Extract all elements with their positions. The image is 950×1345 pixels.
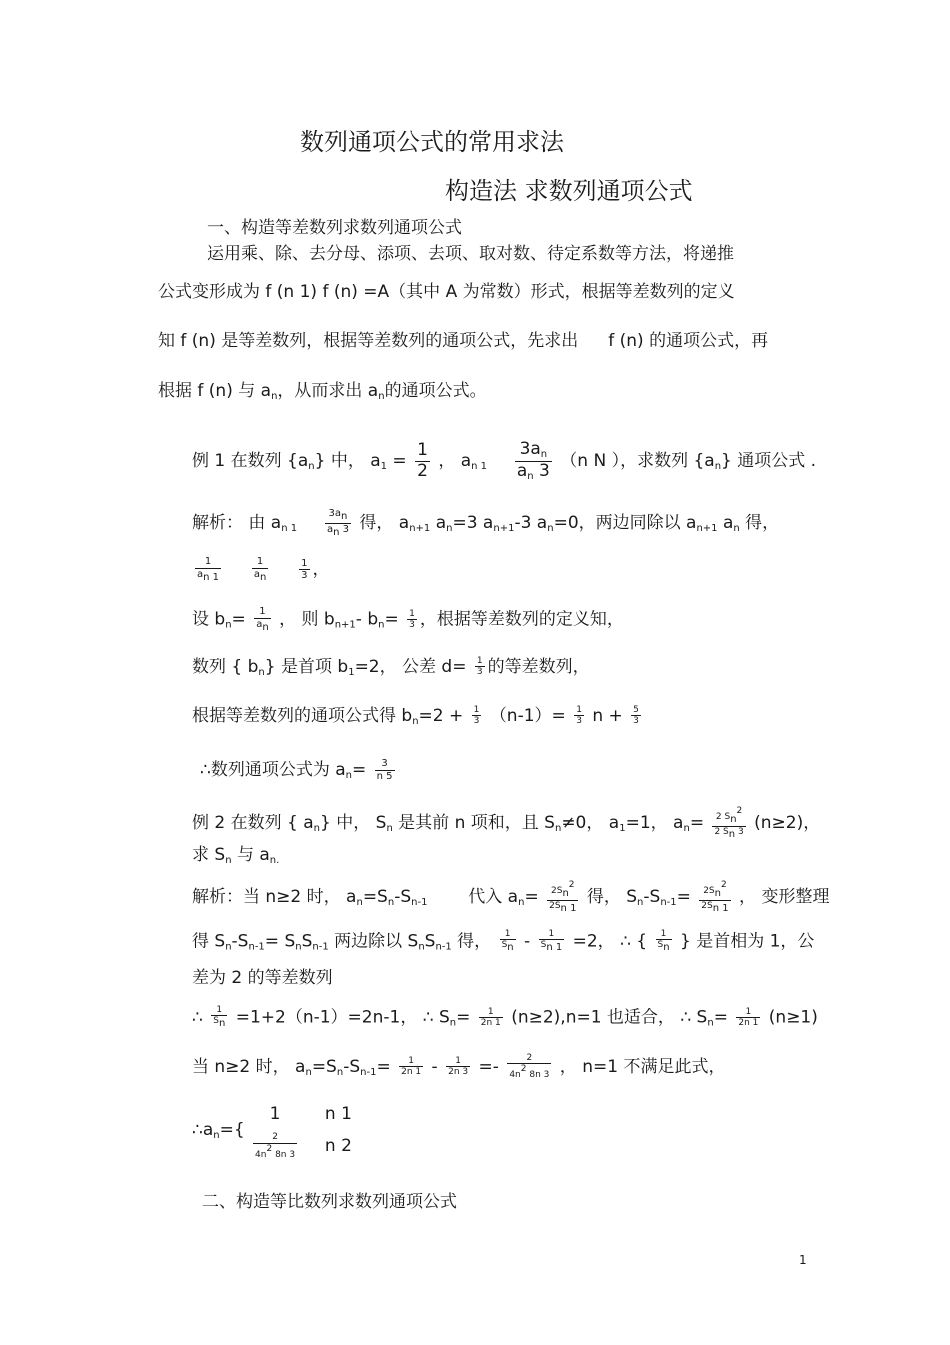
- section2-heading: 二、构造等比数列求数列通项公式: [202, 1192, 457, 1212]
- example2-solution-line3: 差为 2 的等差数列: [192, 968, 333, 988]
- section1-paragraph-line4: 根据 f (n) 与 $a_n$，从而求出 $a_n$的通项公式。: [158, 381, 487, 402]
- example1-solution-line4: 数列 { $b_n$} 是首项 $b_1=2$， 公差 d= $\frac{1}{3}$ 的等差数列，: [192, 656, 590, 678]
- example1-solution-line3: 设 $b_n=$ $\frac{1}{an}$ ， 则 $b_{n+1}-$ $b_n=$ $\frac{1}{3}$ ，根据等差数列的定义知，: [192, 606, 624, 633]
- section1-paragraph-line1: 运用乘、除、去分母、添项、去项、取对数、待定系数等方法，将递推: [207, 244, 734, 264]
- piecewise-conditions: n 1 n 2: [324, 1104, 352, 1156]
- fraction-1-over-2n1-b: $\frac{1}{2n 1}$: [738, 1006, 759, 1028]
- example2-question-line2: 求 $S_n$ 与 $a_{n.}$: [192, 845, 280, 866]
- fraction-3-over-n5: $\frac{3}{n 5}$: [376, 758, 393, 782]
- fraction-one-half: $\frac{1}{2}$: [417, 439, 428, 481]
- fraction-one-third-e: $\frac{1}{3}$: [576, 705, 582, 727]
- piecewise-values: 1 $\frac{2}{4n2 8n 3}$: [255, 1104, 296, 1160]
- example1-solution-line1: 解析： 由 $a_{n 1}$ $\frac{3an}{an 3}$ 得， $a_{n+1}$ $a_n=3$ $a_{n+1}-3$ $a_n=0$，两边同除以 $a_{n+1}$ $a_n$ 得，: [192, 508, 780, 538]
- example1-solution-line5: 根据等差数列的通项公式得 $b_n=2$ + $\frac{1}{3}$ （n-1）= $\frac{1}{3}$ n + $\frac{5}{3}$: [192, 705, 639, 727]
- fraction-1-over-sn: $\frac{1}{Sn}$: [501, 929, 514, 954]
- fraction-one-third-d: $\frac{1}{3}$: [473, 705, 480, 727]
- fraction-five-thirds: $\frac{5}{3}$: [633, 705, 639, 727]
- example1-question: 例 1 在数列 $\{a_n\}$ 中， $a_1$ = $\frac{1}{2}$ ， $a_{n 1}$ $\frac{3a_n}{a_n 3}$ （n N ），求数列 $\{a_n\}$ 通项公式 .: [192, 439, 817, 482]
- fraction-2-over-quadratic: $\frac{2}{4n2 8n 3}$: [509, 1053, 550, 1081]
- fraction-1-over-sn1: $\frac{1}{Sn 1}$: [540, 929, 563, 954]
- page-title: 数列通项公式的常用求法: [300, 128, 564, 156]
- example2-question-line1: 例 2 在数列 { $a_n$} 中， $S_n$ 是其前 n 项和，且 $S_n\ne 0$， $a_1=1$， $a_n=$ $\frac{2 Sn2}{2 Sn 3}$ (n≥2)，: [192, 806, 821, 840]
- section1-paragraph-line3: 知 f (n) 是等差数列，根据等差数列的通项公式，先求出 f (n) 的通项公式，再: [158, 331, 769, 351]
- example2-solution-line5: 当 n≥2 时， $a_n=S_n-S_{n-1}=$ $\frac{1}{2n 1}$ - $\frac{1}{2n 3}$ =- $\frac{2}{4n2 8n 3}$ ， n=1 不满足此式，: [192, 1053, 726, 1081]
- fraction-bn-definition: $\frac{1}{an}$: [256, 606, 269, 633]
- fraction-1-over-2n3: $\frac{1}{2n 3}$: [448, 1056, 469, 1078]
- example2-solution-line4: ∴ $\frac{1}{Sn}$ =1+2（n-1）=2n-1， ∴ $S_n=$ $\frac{1}{2n 1}$ (n≥2),n=1 也适合， ∴ $S_n=$ $\frac{1}{2n 1}$ (n≥1): [192, 1005, 818, 1030]
- fraction-1-over-sn-b: $\frac{1}{Sn}$: [657, 929, 670, 954]
- example2-piecewise-answer: $\therefore a_n=${ 1 $\frac{2}{4n2 8n 3}$ n 1 n 2: [192, 1098, 352, 1162]
- fraction-2sn2-over-2sn1-c: $\frac{2Sn2}{2Sn 1}$: [701, 880, 729, 914]
- fraction-1-over-an1: $\frac{1}{an 1}$: [197, 556, 220, 583]
- fraction-recurrence-small: $\frac{3an}{an 3}$: [326, 508, 349, 538]
- fraction-1-over-2n1: $\frac{1}{2n 1}$: [480, 1006, 501, 1028]
- fraction-one-third-b: $\frac{1}{3}$: [409, 608, 415, 630]
- section1-heading: 一、构造等差数列求数列通项公式: [207, 218, 462, 238]
- example1-conclusion: ∴数列通项公式为 $a_n=$ $\frac{3}{n 5}$: [200, 758, 393, 782]
- fraction-1-over-2n1-c: $\frac{1}{2n 1}$: [401, 1056, 422, 1078]
- page-number: 1: [799, 1253, 807, 1267]
- fraction-one-third: $\frac{1}{3}$: [301, 557, 308, 581]
- fraction-2sn2-over-2sn1: $\frac{2 Sn2}{2 Sn 3}$: [714, 806, 744, 840]
- fraction-recurrence: $\frac{3a_n}{a_n 3}$: [516, 439, 550, 482]
- fraction-one-third-c: $\frac{1}{3}$: [476, 656, 483, 678]
- page-subtitle: 构造法 求数列通项公式: [445, 177, 693, 205]
- fraction-2sn2-over-2sn1-b: $\frac{2Sn2}{2Sn 1}$: [549, 880, 577, 914]
- fraction-1-over-sn-c: $\frac{1}{Sn}$: [213, 1005, 226, 1030]
- fraction-2-over-quadratic-b: $\frac{2}{4n2 8n 3}$: [255, 1132, 296, 1160]
- example2-solution-line1: 解析：当 n≥2 时， $a_n=S_n-S_{n-1}$ 代入 $a_n=$ $\frac{2Sn2}{2Sn 1}$ 得， $S_n-S_{n-1}=$ $\frac{2Sn2}{2Sn 1}$ ， 变形整理: [192, 880, 830, 914]
- example1-solution-line2: $\frac{1}{an 1}$ $\frac{1}{an}$ $\frac{1}{3}$ ，: [197, 556, 330, 583]
- section1-paragraph-line2: 公式变形成为 f (n 1) f (n) =A（其中 A 为常数）形式，根据等差数列的定义: [158, 282, 735, 302]
- example2-solution-line2: 得 $S_n-S_{n-1}= S_nS_{n-1}$ 两边除以 $S_nS_{n-1}$ 得， $\frac{1}{Sn}$ - $\frac{1}{Sn 1}$ =2， ∴ { $\frac{1}{Sn}$ } 是首相为 1，公: [192, 929, 815, 954]
- fraction-1-over-an: $\frac{1}{an}$: [253, 556, 267, 583]
